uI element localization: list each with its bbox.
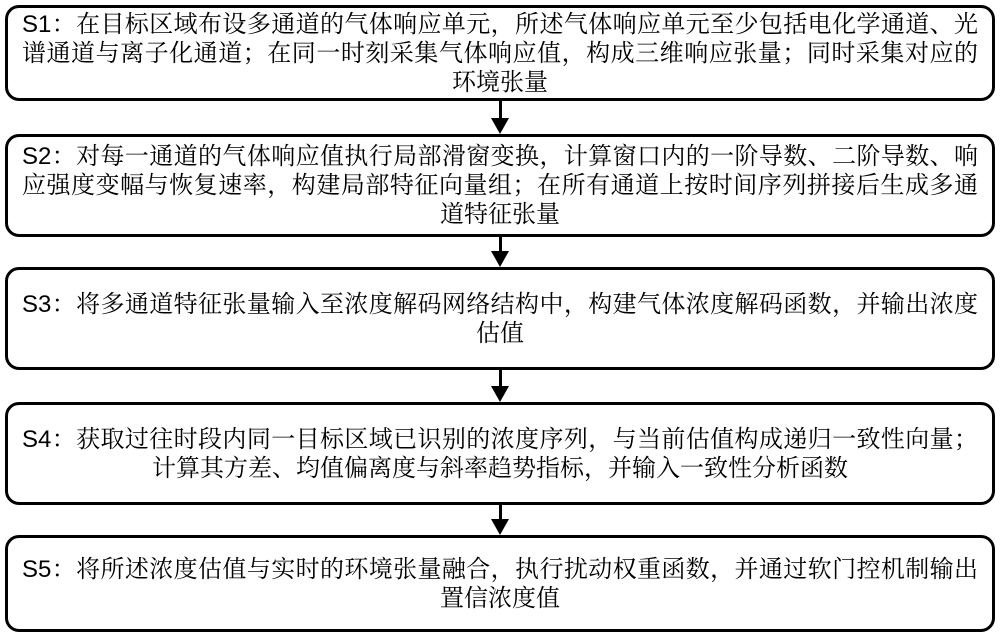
arrow-shaft bbox=[499, 237, 502, 251]
step-box-s1 bbox=[5, 5, 995, 101]
flow-arrow-s1-s2 bbox=[491, 101, 509, 134]
step-box-s3 bbox=[5, 267, 995, 370]
step-text-s4: S4：获取过往时段内同一目标区域已识别的浓度序列，与当前估值构成递归一致性向量；计算其方差、均值偏离度与斜率趋势指标，并输入一致性分析函数 bbox=[22, 425, 978, 482]
flow-arrow-s2-s3 bbox=[491, 237, 509, 267]
step-text-s3: S3：将多通道特征张量输入至浓度解码网络结构中，构建气体浓度解码函数，并输出浓度估值 bbox=[22, 290, 978, 347]
down-arrow-icon bbox=[491, 251, 509, 267]
arrow-shaft bbox=[499, 505, 502, 519]
step-box-s5 bbox=[5, 535, 995, 632]
arrow-shaft bbox=[499, 370, 502, 386]
down-arrow-icon bbox=[491, 519, 509, 535]
arrow-shaft bbox=[499, 101, 502, 118]
step-box-s2 bbox=[5, 134, 995, 237]
step-text-s5: S5：将所述浓度估值与实时的环境张量融合，执行扰动权重函数，并通过软门控机制输出置信浓度值 bbox=[22, 555, 978, 612]
down-arrow-icon bbox=[491, 118, 509, 134]
step-box-s4 bbox=[5, 402, 995, 505]
flow-arrow-s4-s5 bbox=[491, 505, 509, 535]
step-text-s2: S2：对每一通道的气体响应值执行局部滑窗变换，计算窗口内的一阶导数、二阶导数、响应强度变幅与恢复速率，构建局部特征向量组；在所有通道上按时间序列拼接后生成多通道特征张量 bbox=[22, 143, 978, 228]
flow-arrow-s3-s4 bbox=[491, 370, 509, 402]
step-text-s1: S1：在目标区域布设多通道的气体响应单元，所述气体响应单元至少包括电化学通道、光谱通道与离子化通道；在同一时刻采集气体响应值，构成三维响应张量；同时采集对应的环境张量 bbox=[22, 10, 978, 96]
down-arrow-icon bbox=[491, 386, 509, 402]
